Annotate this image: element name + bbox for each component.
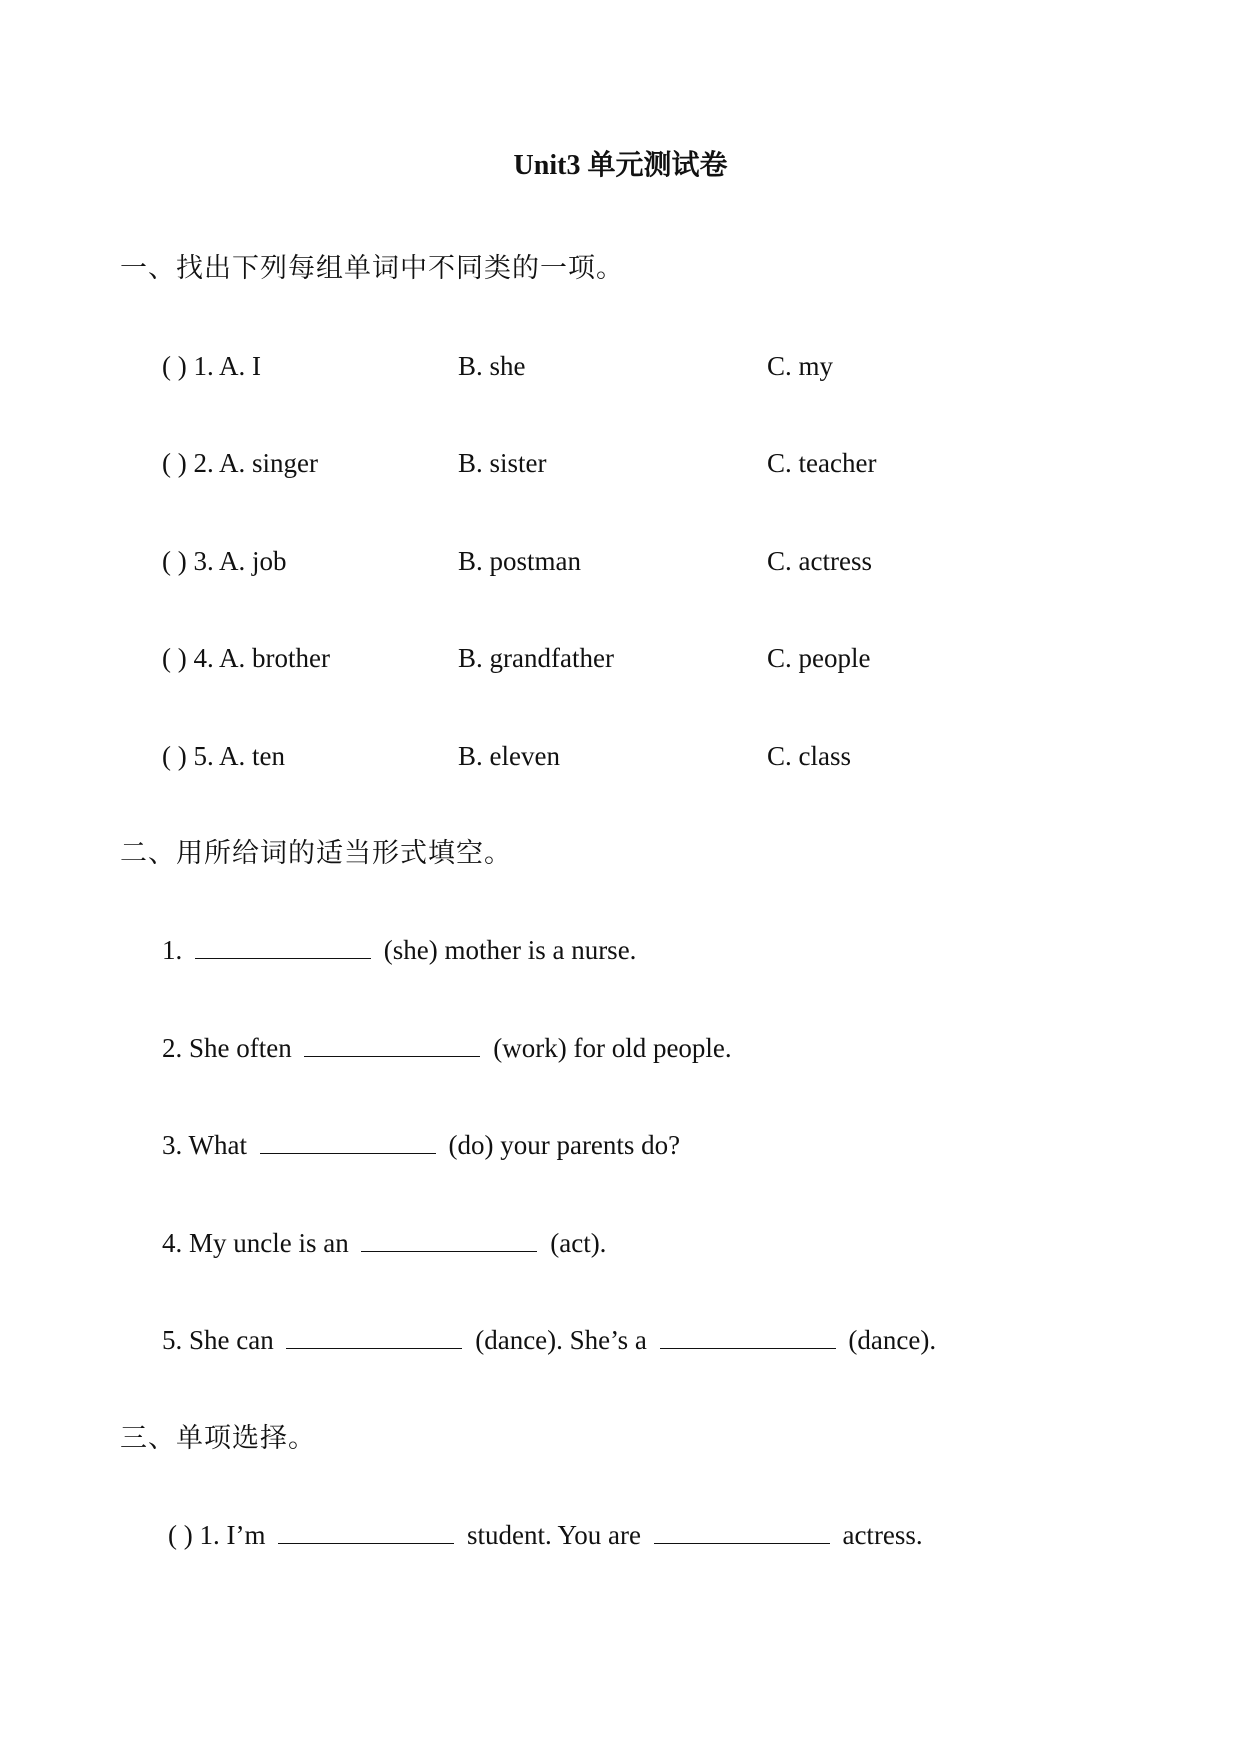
fill-blank-item <box>162 1030 732 1066</box>
item-a: ( ) 5. A. ten <box>162 741 285 771</box>
answer-blank[interactable] <box>286 1326 462 1349</box>
answer-blank[interactable] <box>278 1521 454 1544</box>
item-c: C. teacher <box>767 448 877 478</box>
page-title: Unit3 单元测试卷 <box>513 150 728 181</box>
answer-blank[interactable] <box>195 936 371 959</box>
item-c: C. my <box>767 351 834 381</box>
prompt-text: (act). <box>543 1228 607 1258</box>
answer-blank[interactable] <box>361 1229 537 1252</box>
item-a: ( ) 1. A. I <box>162 351 261 381</box>
item-b: B. postman <box>458 546 582 576</box>
section2-heading: 二、用所给词的适当形式填空。 <box>120 838 512 868</box>
prompt-text: (dance). She’s a <box>468 1325 654 1355</box>
section3-heading: 三、单项选择。 <box>120 1423 316 1453</box>
prompt-text: (she) mother is a nurse. <box>377 935 637 965</box>
choice-item <box>168 1517 923 1553</box>
answer-blank[interactable] <box>654 1521 830 1544</box>
fill-blank-item <box>162 932 636 968</box>
prompt-text: 1. <box>162 935 189 965</box>
item-c: C. class <box>767 741 851 771</box>
prompt-text: 4. My uncle is an <box>162 1228 356 1258</box>
item-c: C. people <box>767 643 871 673</box>
answer-blank[interactable] <box>304 1034 480 1057</box>
item-a: ( ) 3. A. job <box>162 546 287 576</box>
prompt-text: 3. What <box>162 1130 254 1160</box>
item-b: B. she <box>458 351 526 381</box>
prompt-text: ( ) 1. I’m <box>168 1520 273 1550</box>
prompt-text: student. You are <box>460 1520 648 1550</box>
prompt-text: 5. She can <box>162 1325 281 1355</box>
prompt-text: (work) for old people. <box>486 1033 732 1063</box>
item-b: B. eleven <box>458 741 560 771</box>
answer-blank[interactable] <box>260 1131 436 1154</box>
prompt-text: (dance). <box>841 1325 937 1355</box>
item-b: B. sister <box>458 448 547 478</box>
prompt-text: 2. She often <box>162 1033 299 1063</box>
fill-blank-item <box>162 1127 680 1163</box>
fill-blank-item <box>162 1322 936 1358</box>
section1-heading: 一、找出下列每组单词中不同类的一项。 <box>120 253 624 283</box>
prompt-text: (do) your parents do? <box>441 1130 681 1160</box>
answer-blank[interactable] <box>660 1326 836 1349</box>
item-c: C. actress <box>767 546 872 576</box>
item-a: ( ) 2. A. singer <box>162 448 318 478</box>
item-b: B. grandfather <box>458 643 614 673</box>
prompt-text: actress. <box>835 1520 923 1550</box>
item-a: ( ) 4. A. brother <box>162 643 330 673</box>
fill-blank-item <box>162 1225 606 1261</box>
